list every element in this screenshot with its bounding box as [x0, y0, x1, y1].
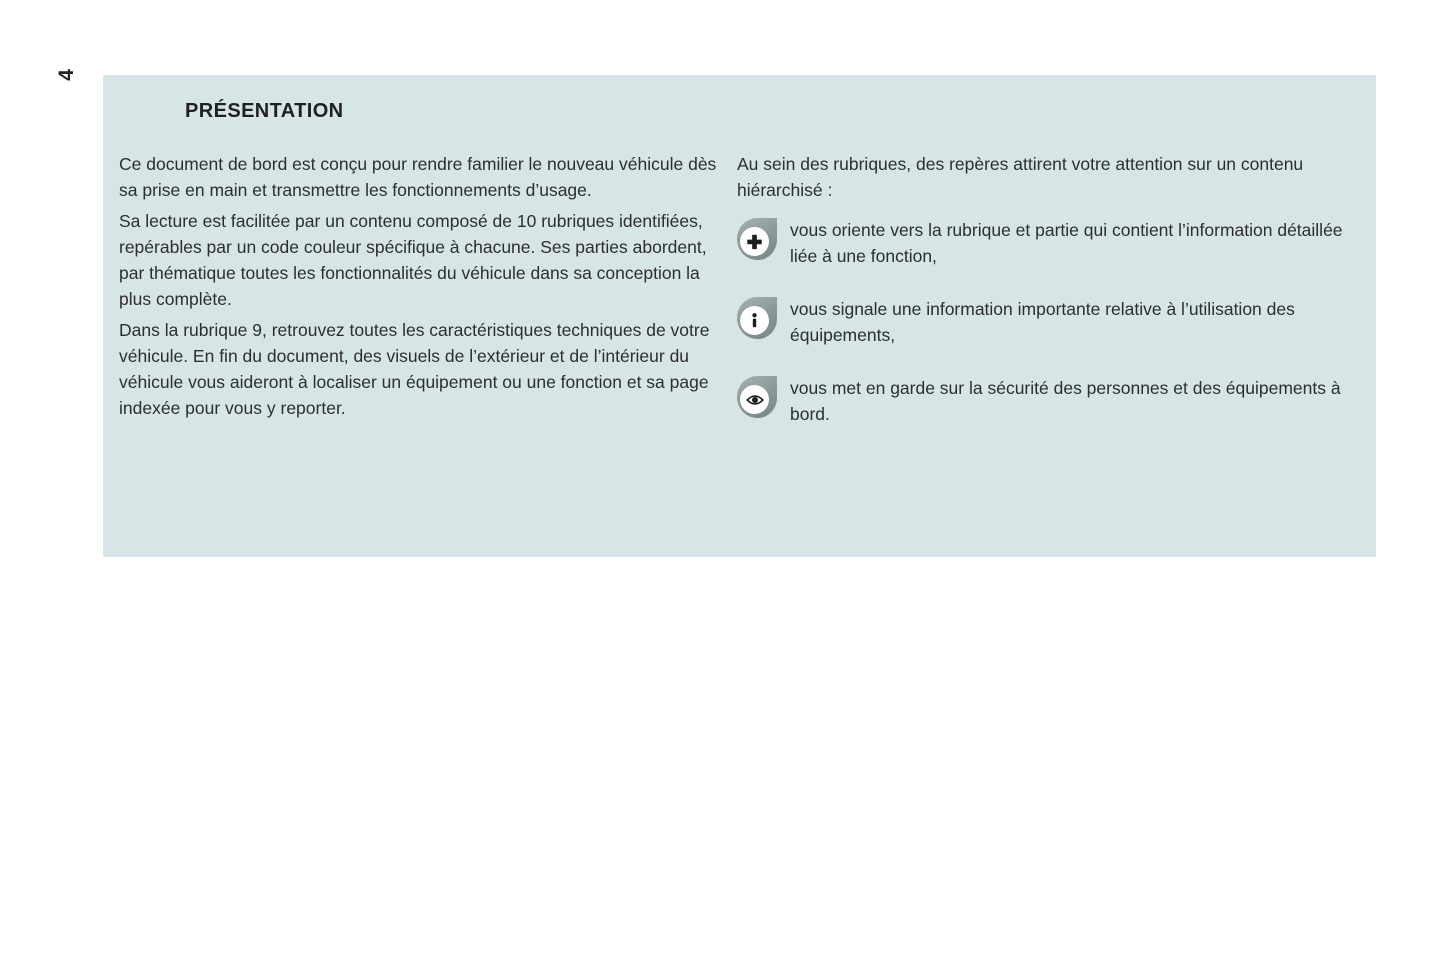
paragraph-structure: Sa lecture est facilitée par un contenu composé de 10 rubriques identifiées, repérables par un code couleur spécifique à chacune. Ses parties abordent, par thématique toutes les fonctionnalités du véhicule dans sa conception la plus complète. — [119, 211, 707, 309]
legend-item-reference — [737, 217, 1361, 269]
paragraph-section9: Dans la rubrique 9, retrouvez toutes les caractéristiques techniques de votre véhicule. En fin du document, des visuels de l’extérieur et de l’intérieur du véhicule vous aideront à localiser un équipement ou une fonction et sa page indexée pour vous y reporter. — [119, 320, 710, 418]
info-icon-circle — [740, 306, 769, 335]
info-icon — [737, 297, 777, 339]
presentation-panel — [103, 75, 1376, 557]
legend-intro: Au sein des rubriques, des repères attirent votre attention sur un contenu hiérarchisé : — [737, 154, 1304, 200]
legend-text-safety: vous met en garde sur la sécurité des personnes et des équipements à bord. — [790, 378, 1341, 424]
plus-icon-circle — [740, 227, 769, 256]
plus-icon — [737, 218, 777, 260]
page-number: 4 — [55, 69, 78, 81]
paragraph-overview: Ce document de bord est conçu pour rendre familier le nouveau véhicule dès sa prise en main et transmettre les fonctionnements d’usage. — [119, 154, 717, 200]
legend-item-safety — [737, 375, 1361, 427]
left-column — [119, 151, 719, 426]
eye-icon — [737, 376, 777, 418]
right-column — [737, 151, 1361, 427]
legend-text-information: vous signale une information importante relative à l’utilisation des équipements, — [790, 299, 1295, 345]
legend-item-information — [737, 296, 1361, 348]
panel-title: PRÉSENTATION — [185, 100, 344, 122]
eye-icon-circle — [740, 385, 769, 414]
legend-text-reference: vous oriente vers la rubrique et partie qui contient l’information détaillée liée à une fonction, — [790, 220, 1343, 266]
